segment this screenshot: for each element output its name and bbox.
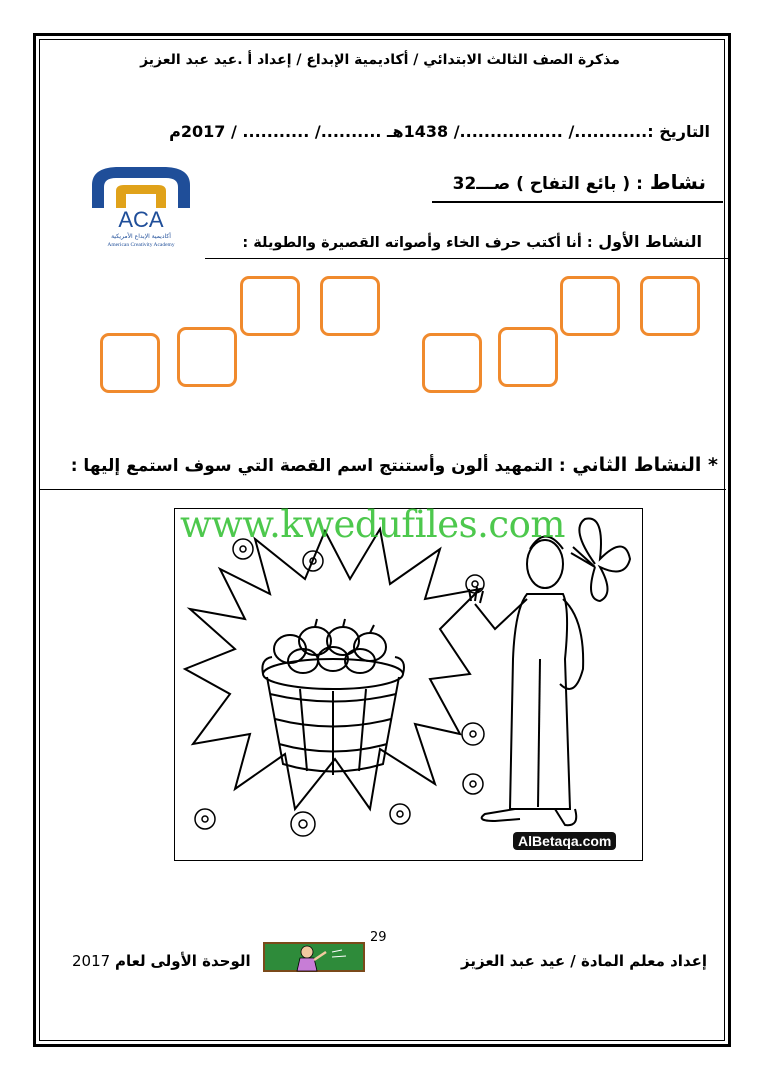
- footer-year: 2017: [72, 952, 111, 970]
- picture-credit: AlBetaqa.com: [513, 832, 616, 850]
- date-value: :............/ ................./ 1438هـ ........../ ........... / 2017م: [169, 122, 654, 141]
- logo-letters: ACA: [118, 207, 164, 232]
- date-label: التاريخ: [659, 122, 710, 141]
- butterfly-icon: [571, 519, 630, 602]
- letter-box[interactable]: [422, 333, 482, 393]
- teacher-icon: [262, 940, 366, 974]
- seller-man-icon: [469, 537, 583, 826]
- teacher-illustration: [262, 940, 366, 974]
- academy-logo: [86, 163, 196, 255]
- activity-underline: [432, 201, 723, 203]
- letter-box[interactable]: [320, 276, 380, 336]
- activity-one-label: النشاط الأول: [598, 232, 702, 251]
- letter-box[interactable]: [177, 327, 237, 387]
- activity-one-underline: [205, 258, 728, 259]
- flower-icon: [195, 539, 484, 836]
- activity-two-text: : التمهيد ألون وأستنتج اسم القصة التي سوف استمع إليها :: [70, 456, 566, 476]
- letter-box[interactable]: [498, 327, 558, 387]
- activity-two-underline: [40, 489, 726, 490]
- activity-two: [71, 454, 718, 476]
- letter-box[interactable]: [240, 276, 300, 336]
- letter-box[interactable]: [100, 333, 160, 393]
- coloring-picture: [174, 508, 643, 861]
- logo-arabic-name: أكاديمية الإبداع الأمريكية: [111, 233, 171, 240]
- footer-unit-label: الوحدة الأولى: [150, 952, 251, 970]
- letter-box[interactable]: [560, 276, 620, 336]
- activity-text: : ( بائع التفاح ) صـــ32: [452, 174, 643, 194]
- activity-one: [242, 232, 702, 251]
- activity-label: نشاط: [649, 170, 706, 194]
- activity-title: [453, 170, 706, 194]
- date-line: [169, 122, 710, 141]
- letter-box[interactable]: [640, 276, 700, 336]
- footer-unit: [72, 952, 251, 970]
- activity-two-label: * النشاط الثاني: [572, 454, 718, 476]
- activity-one-text: : أنا أكتب حرف الخاء وأصواته القصيرة والطويلة :: [242, 235, 593, 251]
- page-number: 29: [370, 930, 387, 945]
- footer-author: إعداد معلم المادة / عيد عبد العزيز: [461, 952, 707, 970]
- worksheet-header: مذكرة الصف الثالث الابتدائي / أكاديمية الإبداع / إعداد أ .عيد عبد العزيز: [140, 52, 620, 68]
- logo-english-name: American Creativity Academy: [107, 242, 175, 248]
- footer-year-label: لعام: [114, 952, 146, 970]
- watermark: www.kwedufiles.com: [180, 503, 565, 546]
